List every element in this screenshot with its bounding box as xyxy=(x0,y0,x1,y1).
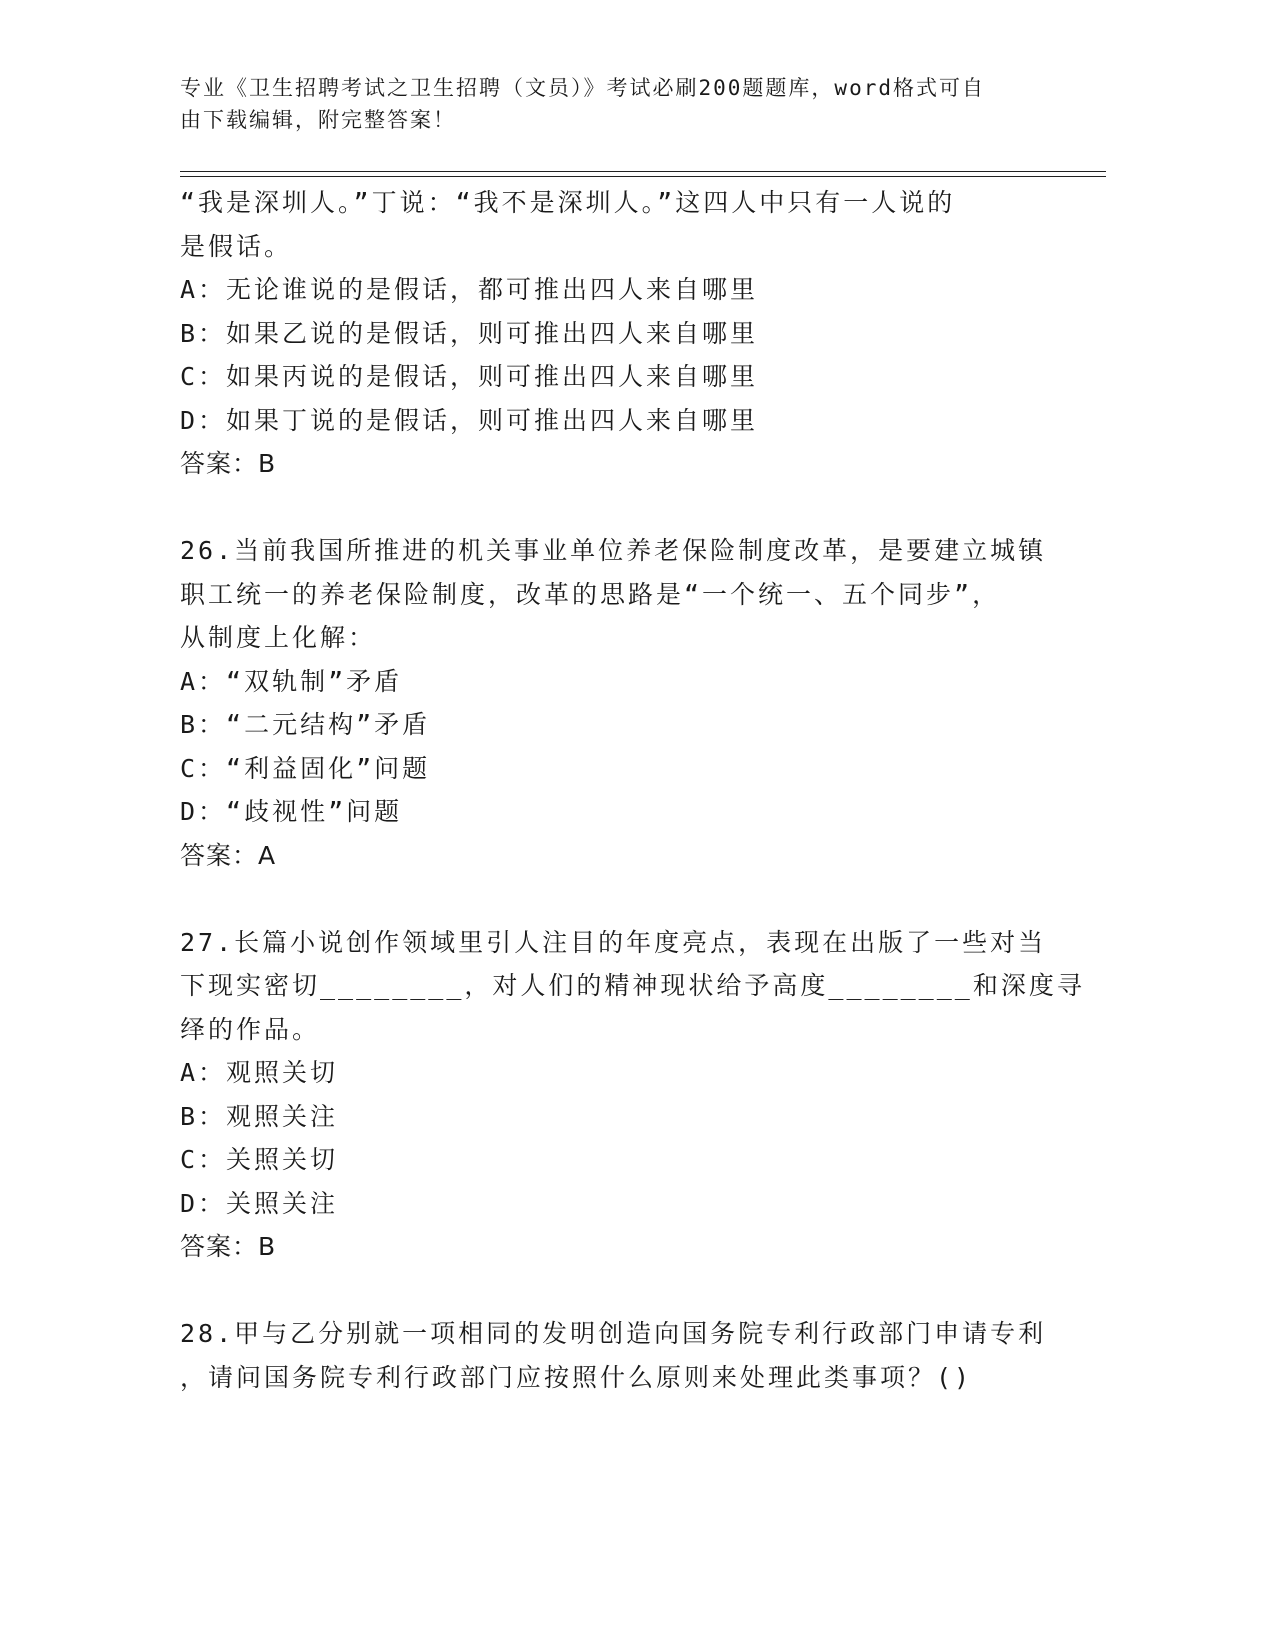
header-line-1: 专业《卫生招聘考试之卫生招聘（文员）》考试必刷200题题库，word格式可自 xyxy=(180,76,985,100)
question-stem-line: 绎的作品。 xyxy=(180,1014,321,1044)
header-divider-top xyxy=(180,171,1106,172)
option-a: A：观照关切 xyxy=(180,1058,339,1087)
option-d: D：“歧视性”问题 xyxy=(180,797,403,826)
question-stem-line: ，请问国务院专利行政部门应按照什么原则来处理此类事项？() xyxy=(180,1362,973,1392)
question-spacer xyxy=(180,877,1060,921)
option-d: D：如果丁说的是假话，则可推出四人来自哪里 xyxy=(180,405,759,435)
question-stem-line: 28.甲与乙分别就一项相同的发明创造向国务院专利行政部门申请专利 xyxy=(180,1319,1047,1348)
document-header xyxy=(180,72,1040,136)
question-stem-line: 职工统一的养老保险制度，改革的思路是“一个统一、五个同步”， xyxy=(180,579,1001,609)
question-stem-line: 从制度上化解： xyxy=(180,623,377,652)
question-stem-line: “我是深圳人。”丁说：“我不是深圳人。”这四人中只有一人说的 xyxy=(180,188,956,217)
option-b: B：如果乙说的是假话，则可推出四人来自哪里 xyxy=(180,318,759,348)
question-stem-line: 26.当前我国所推进的机关事业单位养老保险制度改革，是要建立城镇 xyxy=(180,536,1047,565)
question-stem-line: 27.长篇小说创作领域里引人注目的年度亮点，表现在出版了一些对当 xyxy=(180,927,1047,957)
option-c: C：如果丙说的是假话，则可推出四人来自哪里 xyxy=(180,362,759,391)
question-27 xyxy=(180,921,1085,1269)
option-b: B：观照关注 xyxy=(180,1101,339,1131)
header-divider-bottom xyxy=(180,176,1106,177)
header-line-2: 由下载编辑，附完整答案！ xyxy=(180,108,456,132)
answer-line: 答案：B xyxy=(180,449,277,478)
option-a: A：无论谁说的是假话，都可推出四人来自哪里 xyxy=(180,275,759,304)
question-spacer xyxy=(180,486,1060,530)
option-c: C：“利益固化”问题 xyxy=(180,753,431,783)
option-a: A：“双轨制”矛盾 xyxy=(180,666,403,696)
question-stem-line: 下现实密切________，对人们的精神现状给予高度________和深度寻 xyxy=(180,971,1085,1000)
option-d: D：关照关注 xyxy=(180,1188,339,1218)
question-25 xyxy=(180,181,1060,486)
question-26 xyxy=(180,529,1060,877)
question-spacer xyxy=(180,1269,1060,1313)
answer-line: 答案：B xyxy=(180,1232,277,1261)
question-list xyxy=(180,181,1085,1399)
option-c: C：关照关切 xyxy=(180,1145,339,1174)
question-28 xyxy=(180,1312,1060,1399)
option-b: B：“二元结构”矛盾 xyxy=(180,710,431,739)
answer-line: 答案：A xyxy=(180,840,277,870)
question-stem-line: 是假话。 xyxy=(180,231,293,261)
